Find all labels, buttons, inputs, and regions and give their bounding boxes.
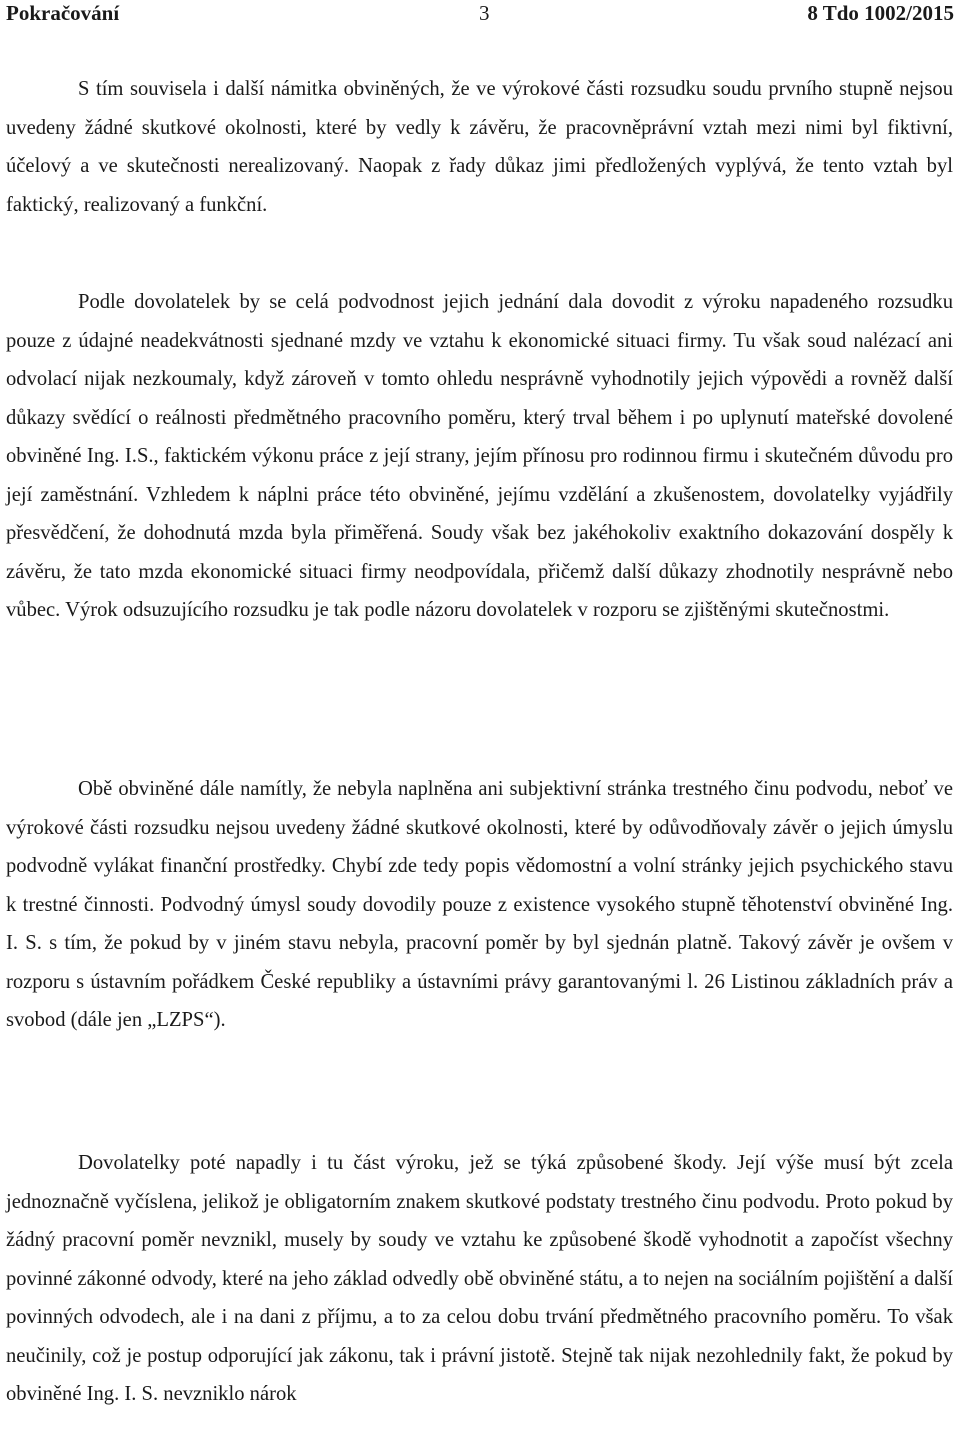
paragraph-text: Obě obviněné dále namítly, že nebyla naplněna ani subjektivní stránka trestného činu podvodu, neboť ve výrokové části rozsudku nejsou uvedeny žádné skutkové okolnosti, které by odůvodňovaly závěr o jejich úmyslu podvodně vylákat finanční prostředky. Chybí zde tedy popis vědomostní a volní stránky jejich psychického stavu k trestné činnosti. Podvodný úmysl soudy dovodily pouze z existence vysokého stupně těhotenství obviněné Ing. I. S. s tím, že pokud by v jiném stavu nebyla, pracovní poměr by byl sjednán platně. Takový závěr je ovšem v rozporu s ústavním pořádkem České republiky a ústavními právy garantovanými l. 26 Listinou základních práv a svobod (dále jen „LZPS“). [6,778,953,1031]
document-paragraph-1 [6,70,953,224]
paragraph-text: Podle dovolatelek by se celá podvodnost jejich jednání dala dovodit z výroku napadeného rozsudku pouze z údajné neadekvátnosti sjednané mzdy ve vztahu k ekonomické situaci firmy. Tu však soud nalézací ani odvolací nijak nezkoumaly, když zároveň v tomto ohledu nesprávně vyhodnotily jejich výpovědi a rovněž další důkazy svědící o reálnosti předmětného pracovního poměru, který trval během i po uplynutí mateřské dovolené obviněné Ing. I.S., faktickém výkonu práce z její strany, jejím přínosu pro rodinnou firmu i skutečném důvodu pro její zaměstnání. Vzhledem k náplni práce této obviněné, jejímu vzdělání a zkušenostem, dovolatelky vyjádřily přesvědčení, že dohodnutá mzda byla přiměřená. Soudy však bez jakéhokoliv exaktního dokazování dospěly k závěru, že tato mzda ekonomické situaci firmy neodpovídala, přičemž další důkazy zhodnotily nesprávně nebo vůbec. Výrok odsuzujícího rozsudku je tak podle názoru dovolatelek v rozporu se zjištěnými skutečnostmi. [6,291,953,621]
continuation-label: Pokračování [6,1,120,25]
document-paragraph-4 [6,1144,953,1414]
document-paragraph-3 [6,770,953,1040]
document-paragraph-2 [6,283,953,630]
page-header [6,0,954,34]
page-number: 3 [479,1,490,25]
paragraph-text: Dovolatelky poté napadly i tu část výroku, jež se týká způsobené škody. Její výše musí být zcela jednoznačně vyčíslena, jelikož je obligatorním znakem skutkové podstaty trestného činu podvodu. Proto pokud by žádný pracovní poměr nevznikl, musely by soudy ve vztahu ke způsobené škodě vyhodnotit a započíst všechny povinné zákonné odvody, které na jeho základ odvedly obě obviněné státu, a to nejen na sociálním pojištění a další povinných odvodech, ale i na dani z příjmu, a to za celou dobu trvání předmětného pracovního poměru. To však neučinily, což je postup odporující jak zákonu, tak i právní jistotě. Stejně tak nijak nezohlednily fakt, že pokud by obviněné Ing. I. S. nevzniklo nárok [6,1152,953,1405]
case-number: 8 Tdo 1002/2015 [807,1,954,25]
paragraph-text: S tím souvisela i další námitka obviněných, že ve výrokové části rozsudku soudu prvního stupně nejsou uvedeny žádné skutkové okolnosti, které by vedly k závěru, že pracovněprávní vztah mezi nimi byl fiktivní, účelový a ve skutečnosti nerealizovaný. Naopak z řady důkaz jimi předložených vyplývá, že tento vztah byl faktický, realizovaný a funkční. [6,78,953,216]
